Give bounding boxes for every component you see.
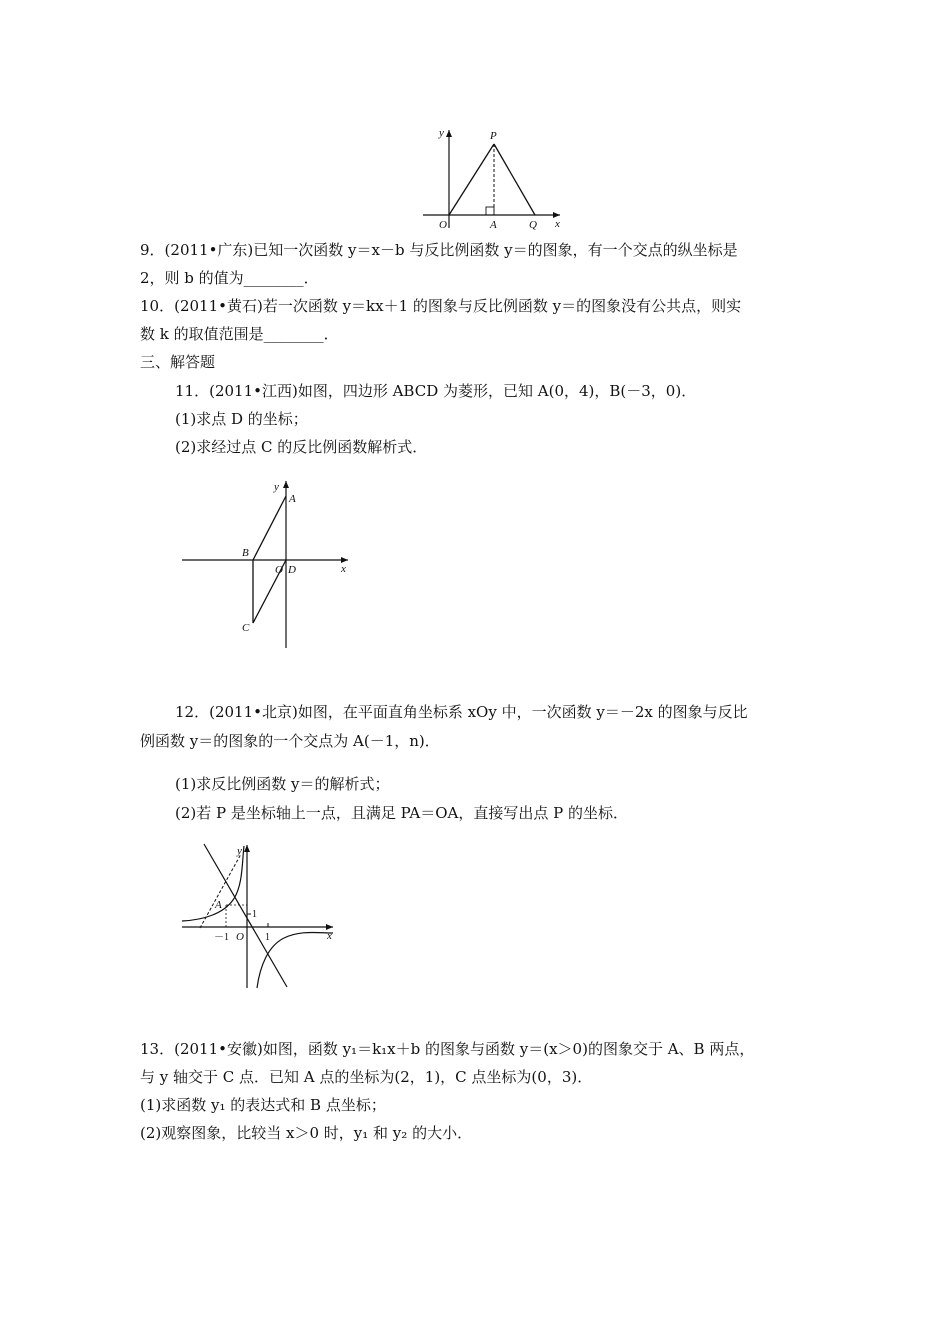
tick-label-y-1: 1 bbox=[252, 909, 257, 920]
q10-line1: 10．(2011•黄石)若一次函数 y＝kx＋1 的图象与反比例函数 y＝的图象没有公共点，则实 bbox=[140, 297, 742, 315]
q13-part2: (2)观察图象，比较当 x＞0 时，y₁ 和 y₂ 的大小． bbox=[140, 1124, 473, 1142]
q11-stem: 11．(2011•江西)如图，四边形 ABCD 为菱形，已知 A(0，4)，B(－3，0)． bbox=[175, 382, 697, 400]
section-title: 三、解答题 bbox=[140, 353, 216, 371]
point-label-q: Q bbox=[529, 219, 537, 231]
axis-label-y: y bbox=[274, 481, 279, 493]
point-label-o: O bbox=[439, 219, 447, 231]
axis-label-x: x bbox=[555, 218, 560, 230]
axis-label-x: x bbox=[327, 930, 332, 942]
q13-line1: 13．(2011•安徽)如图，函数 y₁＝k₁x＋b 的图象与函数 y＝(x＞0)的图象交于 A、B 两点， bbox=[140, 1040, 755, 1058]
point-label-b: B bbox=[242, 547, 249, 559]
point-label-a: A bbox=[289, 493, 296, 505]
tick-label-x-neg1: －1 bbox=[214, 932, 229, 943]
q12-line2: 例函数 y＝的图象的一个交点为 A(－1，n)． bbox=[140, 732, 440, 750]
q9-line2: 2，则 b 的值为________． bbox=[140, 269, 319, 287]
q13-part1: (1)求函数 y₁ 的表达式和 B 点坐标； bbox=[140, 1096, 386, 1114]
point-label-c: C bbox=[242, 622, 250, 634]
figure-rhombus-abcd bbox=[178, 478, 358, 653]
q9-line1: 9．(2011•广东)已知一次函数 y＝x－b 与反比例函数 y＝的图象，有一个交点的纵坐标是 bbox=[140, 241, 738, 259]
point-label-d: D bbox=[288, 564, 296, 576]
point-label-a: A bbox=[490, 219, 497, 231]
q12-line1: 12．(2011•北京)如图，在平面直角坐标系 xOy 中，一次函数 y＝－2x 的图象与反比 bbox=[175, 703, 748, 721]
point-label-p: P bbox=[490, 130, 497, 142]
axis-label-y: y bbox=[237, 845, 242, 857]
q12-part1: (1)求反比例函数 y＝的解析式； bbox=[175, 775, 390, 793]
q11-part2: (2)求经过点 C 的反比例函数解析式． bbox=[175, 438, 428, 456]
axis-label-x: x bbox=[341, 563, 346, 575]
point-label-o: O bbox=[275, 564, 283, 576]
point-label-a: A bbox=[215, 899, 222, 911]
axis-label-y: y bbox=[439, 127, 444, 139]
figure-line-hyperbola bbox=[178, 842, 340, 990]
figure-triangle-opq bbox=[418, 124, 568, 232]
tick-label-x-1: 1 bbox=[265, 932, 270, 943]
point-label-o: O bbox=[236, 931, 244, 943]
q13-line2: 与 y 轴交于 C 点．已知 A 点的坐标为(2，1)，C 点坐标为(0，3)． bbox=[140, 1068, 593, 1086]
q12-part2: (2)若 P 是坐标轴上一点，且满足 PA＝OA，直接写出点 P 的坐标． bbox=[175, 804, 628, 822]
q10-line2: 数 k 的取值范围是________． bbox=[140, 325, 339, 343]
q11-part1: (1)求点 D 的坐标； bbox=[175, 410, 308, 428]
